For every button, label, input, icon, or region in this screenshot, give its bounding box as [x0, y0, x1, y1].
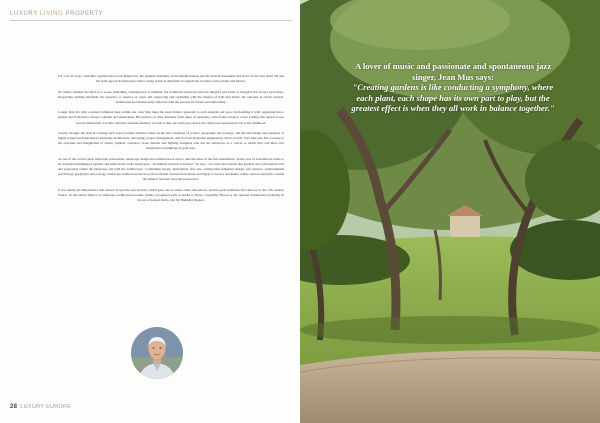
- quote-intro: A lover of music and passionate and spontaneous jazz singer, Jean Mus says:: [354, 61, 552, 82]
- portrait-photo: [131, 327, 183, 379]
- paragraph-1: For over 30 years, Jean Mus' gardens have been inspired by the tangible sensuality of the Mediterranean and the ancient mountains and rivers of the land itself. He and his team approach landscapes with a strong classical discipline as regards the location, native plants and history.: [58, 74, 284, 84]
- publication-name: LUXURY EUROPE: [20, 404, 72, 410]
- section-prefix: LUXURY: [10, 11, 40, 17]
- paragraph-2: No matter whether the brief is to create something contemporary or minimal, the traditional landscape that has integrity and looks as though it has always been there. Respecting existing landform, the presence or absence of water and conserving and replanting with the balance of light and shade; the outcome is always natural, understated and intentionally endowed with the passion for nature and embroidery.: [58, 89, 284, 104]
- paragraph-5: As one of the world's most important professions, landscape design and architecture is said to date the ideas of the first monuments. In the case of Jean Mus he tends to be considered thinking of gardens and parks in the wider landscapes. "As humble servants to feature," he says, "we work most means that gardens also will nourish well and proportion within the landscape and with the architecture." Combining botany, horticulture, fine arts, architectural industrial design, soil sciences, environmental psychology, geography and ecology, landscape architecture has its roots in ancient cultures from Persia and Egypt to Greece and Rome, where central courtyards created the balance between land and perspective.: [58, 156, 284, 182]
- section-accent: LIVING: [40, 11, 66, 17]
- header-rule: [10, 20, 292, 21]
- page-footer: [10, 404, 71, 410]
- paragraph-6: It was during the Renaissance that interest in gardens was revived, which gave rise to ornate villas and palaces, and the great traditions that ruled up to the 17th century France. In the period figures of landscape architecture became widely recognised such as André le Nôtre, Capability Brown or the reputed symmetrical formality in favour of natural forms, and Sir Humphry Repton.: [58, 187, 284, 202]
- page-number: 28: [10, 404, 18, 410]
- quote-text: "Creating gardens is like conducting a symphony, where each plant, each shape has its own part to play, but the greatest effect is when they all work in balance together.": [351, 82, 555, 113]
- section-header: [10, 11, 103, 17]
- paragraph-4: Clearly, though, the skill in creating such visual verdant richness relies on the strict bearings of science, geography and ecology, and the knowledge and expertise of highly trained professionals in landscape architecture, surveying, project management, and civil and hydraulic engineering. Since scratch, Jean Mus also has recourse to the expertise and imagination of artists, painters, sculptors, stone masons and lighting designers who use the landscape as a canvas to which they add their own imaginative sprinklings of gold dust.: [58, 131, 284, 151]
- pull-quote: [348, 61, 558, 114]
- article-body: [58, 74, 284, 209]
- section-suffix: PROPERTY: [65, 11, 104, 17]
- paragraph-3: Longer than life with a natural calmness deep within one, Jean Mus takes the most distinct approach to each element and space in moulding it with vegetation into a pattern and form that is always coherent and understated. His desire is to draw harmony from tones of sensuality, stretch and colour to create settings that appeal across several dimensions. For this client the essential memory of scent is that one with eyes closed, the client was transported back to his childhood.: [58, 110, 284, 125]
